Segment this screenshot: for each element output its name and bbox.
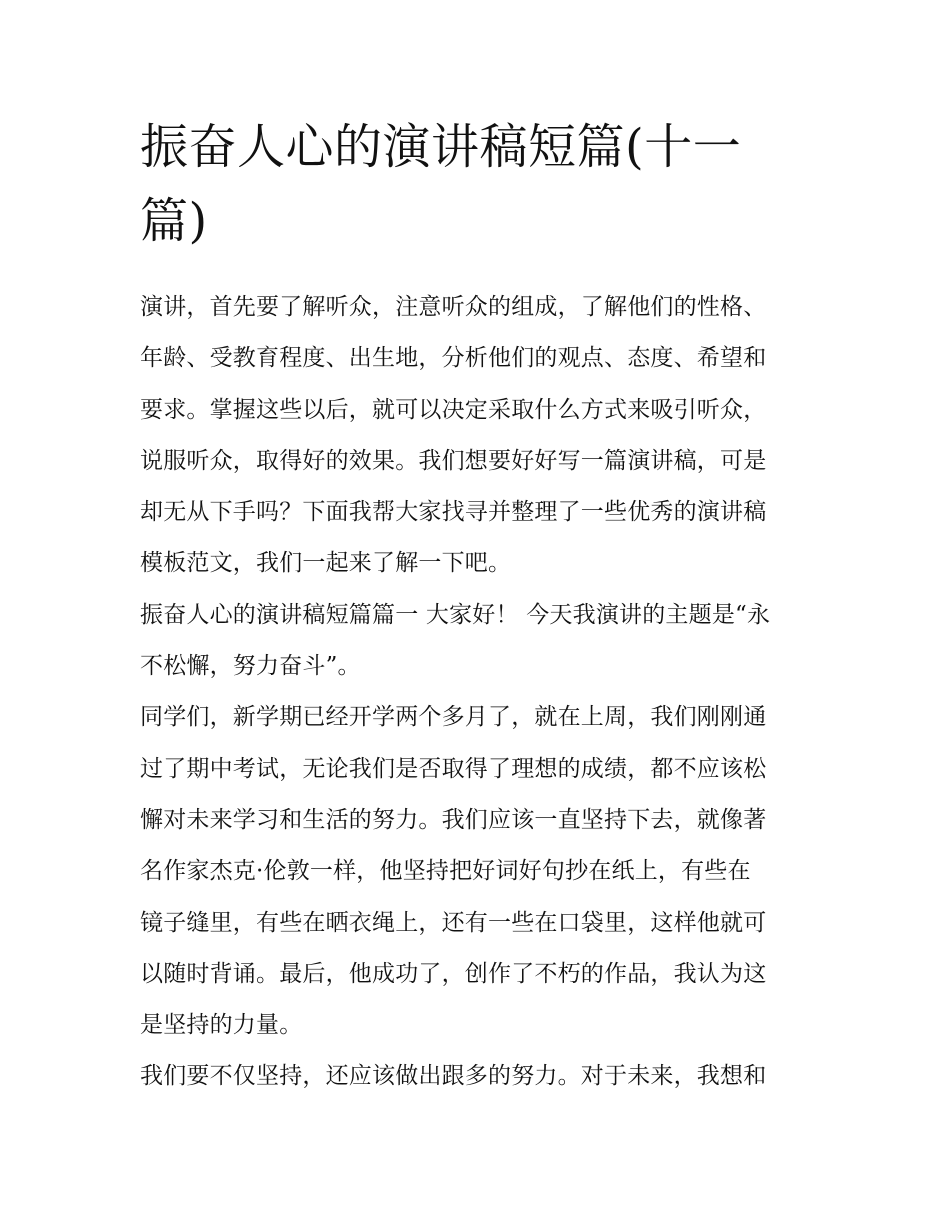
- text-line: 说服听众，取得好的效果。我们想要好好写一篇演讲稿，可是: [140, 447, 767, 474]
- document-title: [140, 110, 820, 258]
- document-body: [140, 282, 820, 1103]
- paragraph-persistence: [140, 692, 820, 1051]
- text-line: 过了期中考试，无论我们是否取得了理想的成绩，都不应该松: [140, 755, 767, 782]
- text-line: 要求。掌握这些以后，就可以决定采取什么方式来吸引听众，: [140, 396, 767, 423]
- title-line: 篇): [140, 193, 208, 249]
- text-line: 同学们，新学期已经开学两个多月了，就在上周，我们刚刚通: [140, 704, 767, 731]
- text-line: 懈对未来学习和生活的努力。我们应该一直坚持下去，就像著: [140, 806, 767, 833]
- text-line: 以随时背诵。最后，他成功了，创作了不朽的作品，我认为这: [140, 960, 767, 987]
- paragraph-intro: [140, 282, 820, 590]
- text-line: 我们要不仅坚持，还应该做出跟多的努力。对于未来，我想和: [140, 1063, 767, 1090]
- text-line: 却无从下手吗？下面我帮大家找寻并整理了一些优秀的演讲稿: [140, 499, 767, 526]
- paragraph-speech-opening: [140, 590, 820, 693]
- title-line: 振奋人心的演讲稿短篇(十一: [140, 119, 742, 175]
- text-line: 名作家杰克·伦敦一样，他坚持把好词好句抄在纸上，有些在: [140, 858, 751, 885]
- paragraph-effort: [140, 1051, 820, 1102]
- text-line: 振奋人心的演讲稿短篇篇一 大家好！ 今天我演讲的主题是“永: [140, 601, 771, 628]
- text-line: 演讲，首先要了解听众，注意听众的组成，了解他们的性格、: [140, 294, 767, 320]
- text-line: 不松懈，努力奋斗”。: [140, 653, 361, 680]
- text-line: 镜子缝里，有些在晒衣绳上，还有一些在口袋里，这样他就可: [140, 909, 767, 936]
- text-line: 是坚持的力量。: [140, 1012, 303, 1039]
- text-line: 模板范文，我们一起来了解一下吧。: [140, 550, 512, 577]
- text-line: 年龄、受教育程度、出生地，分析他们的观点、态度、希望和: [140, 345, 767, 372]
- document-page: [140, 110, 820, 1103]
